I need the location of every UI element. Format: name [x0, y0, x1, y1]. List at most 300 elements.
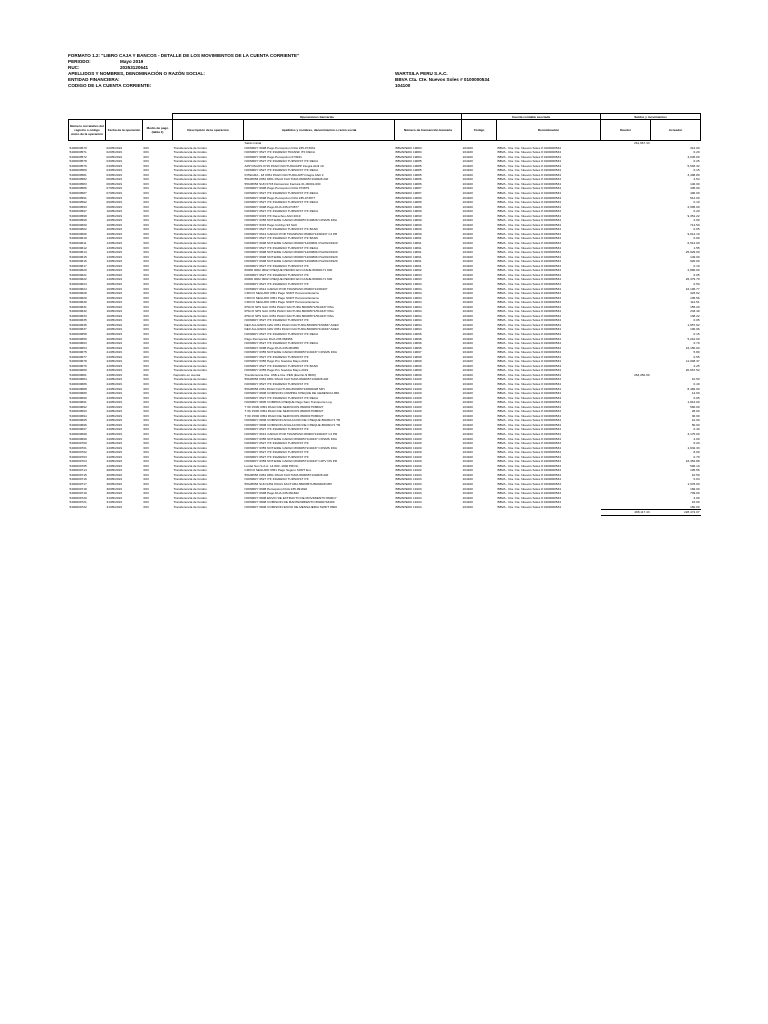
cell-codigo: 104100: [462, 195, 473, 200]
cell-codigo: 104100: [462, 222, 473, 227]
cell-denominacion: BBVA - Cta. Cte. Nuevos Soles # 0100000534: [497, 409, 561, 414]
cell-transaccion: BBVAPERU 19085: [395, 172, 422, 177]
cell-codigo: 104100: [462, 454, 473, 459]
cell-fecha: 13/05/2019: [106, 250, 122, 255]
cell-medio-pago: 003: [143, 436, 149, 441]
cell-codigo: 104100: [462, 150, 473, 155]
cell-descripcion: Transferencia de fondos: [173, 227, 207, 232]
cell-acreedor: 10.50: [691, 472, 700, 477]
cell-codigo: 104100: [462, 491, 473, 496]
cell-razon-social: INTEGRA - 18 0351 PAGO FACTURA APP Integra Abril 2: [244, 172, 324, 177]
cell-fecha: 10/05/2019: [106, 218, 122, 223]
cell-codigo: 104100: [462, 372, 473, 377]
cell-descripcion: Transferencia de fondos: [173, 445, 207, 450]
cell-transaccion: BBVAPERU 19096: [395, 336, 422, 341]
cell-descripcion: Transferencia de fondos: [173, 154, 207, 159]
cell-denominacion: BBVA - Cta. Cte. Nuevos Soles # 0100000534: [497, 413, 561, 418]
cell-razon-social: 55108653 0351 PAGO FACTURA 86000571/8000028 MPI: [244, 386, 325, 391]
cell-acreedor: 15.00: [691, 500, 700, 505]
cell-correlativo: 5400000581: [69, 172, 87, 177]
cell-fecha: 02/05/2019: [106, 145, 122, 150]
cell-transaccion: BBVAPERU 19100: [395, 386, 422, 391]
cell-razon-social: NOWRRY 0527 ITF INGRESO TURSIOST ITF: [244, 272, 309, 277]
cell-descripcion: Transferencia de fondos: [173, 286, 207, 291]
cell-codigo: 104100: [462, 432, 473, 436]
cell-medio-pago: 003: [143, 281, 149, 286]
cell-fecha: 16/05/2019: [106, 309, 122, 314]
cell-descripcion: Transferencia de fondos: [173, 422, 207, 427]
cell-codigo: 104100: [462, 486, 473, 491]
cell-correlativo: 5400000600: [69, 222, 87, 227]
cell-razon-social: NOWRRY 0527 ITF INGRESO TURSIOST ITF: [244, 441, 309, 446]
cell-descripcion: Transferencia de fondos: [173, 427, 207, 432]
cell-razon-social: CIFICO SEGURO 0351 Pago SORT Personal Externo: [244, 300, 320, 305]
cell-transaccion: BBVAPERU 19100: [395, 409, 422, 414]
cell-acreedor: 0.20: [693, 209, 700, 214]
cell-medio-pago: 003: [143, 468, 149, 473]
cell-acreedor: 112.51: [690, 300, 700, 305]
cell-denominacion: BBVA - Cta. Cte. Nuevos Soles # 0100000534: [497, 450, 561, 455]
cell-correlativo: 5400000611: [69, 241, 87, 246]
cell-transaccion: BBVAPERU 19100: [395, 463, 422, 468]
cell-medio-pago: 003: [143, 172, 149, 177]
col-acreedor: Acreedor: [651, 120, 701, 141]
cell-codigo: 104100: [462, 322, 473, 327]
cell-descripcion: Transferencia de fondos: [173, 459, 207, 464]
cell-razon-social: 55108653 SUN 0351 PAGO FACTURA 86000571/8000028 MPI: [244, 482, 332, 487]
cell-acreedor: 2,800.00: [687, 268, 700, 273]
cell-transaccion: BBVAPERU 19100: [395, 404, 422, 409]
cell-descripcion: Transferencia de fondos: [173, 272, 207, 277]
cell-correlativo: 5400000722: [69, 505, 87, 509]
cell-transaccion: BBVAPERU 19099: [395, 372, 422, 377]
cell-descripcion: Transferencia de fondos: [173, 491, 207, 496]
cell-transaccion: BBVAPERU 19094: [395, 309, 422, 314]
cell-correlativo: 5400000583: [69, 181, 87, 186]
cell-fecha: 24/05/2019: [106, 445, 122, 450]
cell-medio-pago: 003: [143, 145, 149, 150]
cell-denominacion: BBVA - Cta. Cte. Nuevos Soles # 0100000534: [497, 268, 561, 273]
cell-transaccion: BBVAPERU 19087: [395, 191, 422, 196]
group-cuenta: Cuenta contable asociada: [462, 114, 601, 120]
cell-descripcion: Transferencia de fondos: [173, 418, 207, 423]
cell-razon-social: NOWRRY 0355 NOT.E/DE CARGO 86000571/40437 COSMS FRA: [244, 350, 337, 355]
cell-correlativo: 5400000700: [69, 441, 87, 446]
cell-razon-social: NOWRRY 0527 ITF INGRESO TURSIOST ITF BANC: [244, 236, 319, 241]
cell-correlativo: 5400000703: [69, 454, 87, 459]
cell-correlativo: 5400000679: [69, 363, 87, 368]
cell-fecha: 14/05/2019: [106, 277, 122, 282]
cell-denominacion: BBVA - Cta. Cte. Nuevos Soles # 0100000534: [497, 209, 561, 214]
cell-transaccion: BBVAPERU 19089: [395, 200, 422, 205]
cell-descripcion: Transferencia de fondos: [173, 386, 207, 391]
cell-razon-social: NOWRRY 0527 ITF INGRESO TURSIOST ITF RECA: [244, 168, 319, 173]
cell-razon-social: NOWRRY 0998 NOT.E/DE CARGO 86000714/00806 PG2013/1920: [244, 259, 338, 264]
cell-correlativo: 5400000570: [69, 145, 87, 150]
cell-medio-pago: 003: [143, 191, 149, 196]
report-header: [68, 53, 700, 105]
cell-fecha: 16/05/2019: [106, 313, 122, 318]
cell-denominacion: BBVA - Cta. Cte. Nuevos Soles # 0100000534: [497, 441, 561, 446]
cell-transaccion: BBVAPERU 19100: [395, 441, 422, 446]
cell-descripcion: Transferencia de fondos: [173, 295, 207, 300]
cell-denominacion: BBVA - Cta. Cte. Nuevos Soles # 0100000534: [497, 482, 561, 487]
cell-denominacion: BBVA - Cta. Cte. Nuevos Soles # 0100000534: [497, 377, 561, 382]
movements-table: [68, 113, 701, 516]
cell-denominacion: BBVA - Cta. Cte. Nuevos Soles # 0100000534: [497, 472, 561, 477]
cell-razon-social: Transferencia Cta. US$ a Cta. PEN (Escrito $ 3606): [244, 372, 316, 377]
cell-descripcion: Transferencia de fondos: [173, 259, 207, 264]
cell-descripcion: Transferencia de fondos: [173, 327, 207, 332]
cell-acreedor: 0.15: [693, 168, 700, 173]
cell-fecha: 24/05/2019: [106, 454, 122, 459]
cell-acreedor: 5,503.32: [687, 163, 700, 168]
cell-acreedor: 5,210.00: [687, 336, 700, 341]
cell-descripcion: Transferencia de fondos: [173, 359, 207, 364]
cell-correlativo: 5400000597: [69, 209, 87, 214]
cell-transaccion: BBVAPERU 19090: [395, 213, 422, 218]
cell-acreedor: 2.00: [693, 218, 700, 223]
cell-fecha: 10/05/2019: [106, 231, 122, 236]
cell-codigo: 104100: [462, 418, 473, 423]
cell-codigo: 104100: [462, 250, 473, 255]
cell-descripcion: Transferencia de fondos: [173, 245, 207, 250]
cell-denominacion: BBVA - Cta. Cte. Nuevos Soles # 0100000534: [497, 241, 561, 246]
cell-correlativo: 5400000689: [69, 391, 87, 396]
cell-codigo: 104100: [462, 472, 473, 477]
cell-correlativo: 5400000694: [69, 413, 87, 418]
cell-correlativo: 5400000686: [69, 381, 87, 386]
cell-correlativo: 5400000636: [69, 322, 87, 327]
cell-fecha: 10/05/2019: [106, 209, 122, 214]
cell-denominacion: BBVA - Cta. Cte. Nuevos Soles # 0100000534: [497, 341, 561, 346]
cell-acreedor: 2.54: [693, 177, 700, 182]
cell-acreedor: 0.79: [693, 454, 700, 459]
cell-denominacion: BBVA - Cta. Cte. Nuevos Soles # 0100000534: [497, 163, 561, 168]
cell-medio-pago: 003: [143, 454, 149, 459]
cell-transaccion: BBVAPERU 19091: [395, 245, 422, 250]
cell-denominacion: BBVA - Cta. Cte. Nuevos Soles # 0100000534: [497, 145, 561, 150]
cell-denominacion: BBVA - Cta. Cte. Nuevos Soles # 0100000534: [497, 245, 561, 250]
razon-value: WARTSILA PERU S.A.C.: [395, 71, 448, 76]
cell-fecha: 16/05/2019: [106, 304, 122, 309]
cell-transaccion: BBVAPERU 19091: [395, 236, 422, 241]
cell-fecha: 23/05/2019: [106, 363, 122, 368]
cell-razon-social: NOWRRY 0355 Pago Pro Sueldos Mayo 2019: [244, 359, 309, 364]
cell-acreedor: 160.00: [690, 504, 700, 509]
cell-codigo: 104100: [462, 286, 473, 291]
cell-medio-pago: 003: [143, 159, 149, 164]
cell-correlativo: 5400000616: [69, 259, 87, 264]
cell-descripcion: Transferencia de fondos: [173, 268, 207, 273]
cell-transaccion: BBVAPERU 19092: [395, 268, 422, 273]
cell-medio-pago: 003: [143, 254, 149, 259]
cell-razon-social: NOWRRY 0355 NOT.E/DE CARGO 86000571/40437 CJPV ON PR: [244, 459, 338, 464]
razon-label: APELLIDOS Y NOMBRES, DENOMINACIÓN O RAZÓN SOCIAL:: [68, 71, 205, 76]
cell-razon-social: NOWRRY 0527 ITF INGRESO TURSIOST ITF RECA: [244, 331, 319, 336]
cell-razon-social: APP PAGOS 0715 PAGO FACTURA/APP Integra Abril 19: [244, 163, 324, 168]
cell-codigo: 104100: [462, 404, 473, 409]
cell-transaccion: BBVAPERU 19091: [395, 263, 422, 268]
cell-denominacion: BBVA - Cta. Cte. Nuevos Soles # 0100000534: [497, 322, 561, 327]
cell-fecha: 24/05/2019: [106, 463, 122, 468]
col-descripcion: Descripción de la operación: [173, 120, 244, 141]
cell-acreedor: 0.05: [693, 318, 700, 323]
cell-medio-pago: 003: [143, 213, 149, 218]
cell-medio-pago: 003: [143, 209, 149, 214]
cell-medio-pago: 003: [143, 336, 149, 341]
cell-fecha: 20/05/2019: [106, 336, 122, 341]
cell-razon-social: DEX ALLIANKS NAV 0351 PAGO FACTURA 86000571/09837 ADEX: [244, 322, 339, 327]
col-correlativo: Número correlativo del registro o código único de la operación: [69, 120, 106, 141]
cell-medio-pago: 003: [143, 350, 149, 355]
cell-transaccion: BBVAPERU 19091: [395, 254, 422, 259]
cell-fecha: 16/05/2019: [106, 300, 122, 305]
cell-acreedor: 1,812.00: [687, 400, 700, 405]
entidad-value: BBVA Cta. Cte. Nuevos Soles # 0100000534: [395, 77, 490, 82]
cell-razon-social: 55108653 SUN 0715 Detraccion Factura 01-00001-000: [244, 181, 321, 186]
cell-denominacion: BBVA - Cta. Cte. Nuevos Soles # 0100000534: [497, 468, 561, 473]
cell-codigo: 104100: [462, 468, 473, 473]
cell-codigo: 104100: [462, 350, 473, 355]
cell-descripcion: Transferencia de fondos: [173, 363, 207, 368]
cell-denominacion: BBVA - Cta. Cte. Nuevos Soles # 0100000534: [497, 195, 561, 200]
col-transaccion: Número de transacción bancaria: [395, 120, 462, 141]
cell-descripcion: Transferencia de fondos: [173, 413, 207, 418]
cell-denominacion: BBVA - Cta. Cte. Nuevos Soles # 0100000534: [497, 354, 561, 359]
cell-codigo: 104100: [462, 318, 473, 323]
cell-acreedor: 9,351.22: [687, 213, 700, 218]
cell-medio-pago: 003: [143, 381, 149, 386]
cell-codigo: 104100: [462, 300, 473, 305]
cell-descripcion: Transferencia de fondos: [173, 291, 207, 296]
cell-descripcion: Transferencia de fondos: [173, 505, 207, 509]
cell-fecha: 16/05/2019: [106, 291, 122, 296]
cell-acreedor: 11,008.37: [686, 359, 700, 364]
cell-transaccion: BBVAPERU 19094: [395, 322, 422, 327]
cell-razon-social: NOWRRY 0355 NOT.E/DE CARGO 86000571/40828 COSMS FRA: [244, 218, 337, 223]
cell-correlativo: 5400000633: [69, 313, 87, 318]
cell-correlativo: 5400000702: [69, 450, 87, 455]
cell-codigo: 104100: [462, 377, 473, 382]
cell-fecha: 23/05/2019: [106, 368, 122, 373]
cell-denominacion: BBVA - Cta. Cte. Nuevos Soles # 0100000534: [497, 427, 561, 432]
cell-medio-pago: 003: [143, 218, 149, 223]
cell-codigo: 104100: [462, 154, 473, 159]
cell-denominacion: BBVA - Cta. Cte. Nuevos Soles # 0100000534: [497, 505, 561, 509]
cell-correlativo: 5400000695: [69, 418, 87, 423]
cell-fecha: 28/05/2019: [106, 468, 122, 473]
cell-codigo: 104100: [462, 331, 473, 336]
cell-transaccion: BBVAPERU 19085: [395, 168, 422, 173]
cell-codigo: 104100: [462, 263, 473, 268]
cell-codigo: 104100: [462, 172, 473, 177]
cell-razon-social: NOWRRY 0355 NOT.E/DE CARGO 86000571/40437 COSMS FRA: [244, 436, 337, 441]
cell-fecha: 07/05/2019: [106, 186, 122, 191]
cell-fecha: 31/05/2019: [106, 495, 122, 500]
cell-medio-pago: 001: [143, 372, 149, 377]
cell-denominacion: BBVA - Cta. Cte. Nuevos Soles # 0100000534: [497, 395, 561, 400]
cell-correlativo: 5400000606: [69, 231, 87, 236]
cell-acreedor: 155.29: [690, 304, 700, 309]
cell-correlativo: 5400000580: [69, 168, 87, 173]
cell-denominacion: BBVA - Cta. Cte. Nuevos Soles # 0100000534: [497, 318, 561, 323]
periodo-label: PERIODO:: [68, 59, 91, 64]
col-razon-social: Apellidos y nombres, denominación o razón social: [244, 120, 395, 141]
cell-codigo: 104100: [462, 236, 473, 241]
cell-fecha: 09/05/2019: [106, 195, 122, 200]
cell-razon-social: NOWRRY 0355 Pago Pro Sueldos Mayo 2019: [244, 368, 309, 373]
cell-denominacion: BBVA - Cta. Cte. Nuevos Soles # 0100000534: [497, 259, 561, 264]
cell-razon-social: T 00 15/00 0354 PAGO DE SERVICIOS 86000175/86027: [244, 404, 324, 409]
cell-codigo: 104100: [462, 500, 473, 505]
cell-razon-social: NOWRRY 0998 NOT.E/DE CARGO 86000714/00801 PG2013/1920: [244, 241, 338, 246]
cell-correlativo: 5400000624: [69, 286, 87, 291]
cell-transaccion: BBVAPERU 19100: [395, 432, 422, 436]
cell-acreedor: 8,482.00: [687, 386, 700, 391]
cell-acreedor: 50.00: [691, 422, 700, 427]
cell-acreedor: 149.00: [690, 254, 700, 259]
cell-transaccion: BBVAPERU 19093: [395, 277, 422, 282]
cell-acreedor: 138.22: [690, 313, 700, 318]
cell-transaccion: BBVAPERU 19084: [395, 150, 422, 155]
cell-fecha: 13/05/2019: [106, 241, 122, 246]
cell-correlativo: 5400000663: [69, 341, 87, 346]
cell-acreedor: 2.25: [693, 363, 700, 368]
cell-denominacion: BBVA - Cta. Cte. Nuevos Soles # 0100000534: [497, 213, 561, 218]
cell-codigo: 104100: [462, 482, 473, 487]
periodo-value: Mayo 2019: [120, 59, 144, 64]
cell-acreedor: 28.00: [691, 409, 700, 414]
cell-codigo: 104100: [462, 145, 473, 150]
cell-medio-pago: 003: [143, 450, 149, 455]
cell-transaccion: BBVAPERU 19089: [395, 204, 422, 209]
cell-transaccion: BBVAPERU 19100: [395, 422, 422, 427]
cell-codigo: 104100: [462, 291, 473, 296]
cell-codigo: 104100: [462, 345, 473, 350]
cell-acreedor: 590.00: [690, 404, 700, 409]
cell-medio-pago: 003: [143, 491, 149, 496]
cell-acreedor: 16,452.88: [685, 459, 700, 464]
cell-fecha: 24/05/2019: [106, 404, 122, 409]
cell-razon-social: T 00 15/00 0354 PAGO DE SERVICIOS 86000175/86027: [244, 413, 324, 418]
cell-denominacion: BBVA - Cta. Cte. Nuevos Soles # 0100000534: [497, 391, 561, 396]
cell-medio-pago: 003: [143, 418, 149, 423]
cell-correlativo: 5400000571: [69, 150, 87, 155]
cell-codigo: 104100: [462, 304, 473, 309]
cell-descripcion: Transferencia de fondos: [173, 263, 207, 268]
cell-razon-social: NOWRRY 0527 ITF INGRESO TURSIOST ITF BANC: [244, 363, 319, 368]
cell-medio-pago: 003: [143, 441, 149, 446]
cell-razon-social: NOWRRY 0527 ITF INGRESO TURSIOST ITF RECA: [244, 159, 319, 164]
cell-codigo: 104100: [462, 168, 473, 173]
cell-fecha: 24/05/2019: [106, 450, 122, 455]
cell-denominacion: BBVA - Cta. Cte. Nuevos Soles # 0100000534: [497, 150, 561, 155]
cell-codigo: 104100: [462, 505, 473, 509]
cell-medio-pago: 003: [143, 241, 149, 246]
cell-medio-pago: 003: [143, 345, 149, 350]
cell-razon-social: 55108653 0354 0351 PAGO FACTURA 86000571/40828 AIR: [244, 177, 329, 182]
cell-transaccion: BBVAPERU 19102: [395, 468, 422, 473]
cell-denominacion: BBVA - Cta. Cte. Nuevos Soles # 0100000534: [497, 359, 561, 364]
cell-descripcion: Transferencia de fondos: [173, 159, 207, 164]
cell-acreedor: 596.10: [690, 463, 700, 468]
cell-denominacion: BBVA - Cta. Cte. Nuevos Soles # 0100000534: [497, 381, 561, 386]
cell-transaccion: BBVAPERU 19100: [395, 381, 422, 386]
cell-descripcion: Transferencia de fondos: [173, 322, 207, 327]
cell-codigo: 104100: [462, 272, 473, 277]
cell-transaccion: BBVAPERU 19100: [395, 418, 422, 423]
cell-codigo: 104100: [462, 209, 473, 214]
cell-acreedor: 105.56: [690, 468, 700, 473]
cell-medio-pago: 003: [143, 427, 149, 432]
cell-medio-pago: 003: [143, 505, 149, 509]
group-operaciones: Operaciones bancarias: [173, 114, 462, 120]
cell-transaccion: BBVAPERU 19100: [395, 427, 422, 432]
cell-correlativo: 5400000612: [69, 245, 87, 250]
cell-medio-pago: 003: [143, 313, 149, 318]
ruc-value: 20253120641: [120, 65, 149, 70]
cell-transaccion: BBVAPERU 19100: [395, 459, 422, 464]
cell-codigo: 104100: [462, 177, 473, 182]
cell-transaccion: BBVAPERU 19094: [395, 291, 422, 296]
cell-transaccion: BBVAPERU 19090: [395, 227, 422, 232]
cell-transaccion: BBVAPERU 19100: [395, 377, 422, 382]
cell-denominacion: BBVA - Cta. Cte. Nuevos Soles # 0100000534: [497, 463, 561, 468]
cell-razon-social: NOWRRY 0527 ITF INGRESO TURSIOST ITF: [244, 427, 309, 432]
cell-medio-pago: 003: [143, 318, 149, 323]
cell-correlativo: 5400000691: [69, 400, 87, 405]
cell-descripcion: Transferencia de fondos: [173, 163, 207, 168]
total-deudor: 488,117.43: [601, 510, 651, 516]
cell-medio-pago: 003: [143, 286, 149, 291]
cell-denominacion: BBVA - Cta. Cte. Nuevos Soles # 0100000534: [497, 291, 561, 296]
cell-denominacion: BBVA - Cta. Cte. Nuevos Soles # 0100000534: [497, 272, 561, 277]
cell-acreedor: 0.55: [693, 354, 700, 359]
cell-razon-social: NOWRRY 0612 CARGO POR TRASPASO 86000714/00437: [244, 286, 328, 291]
cell-descripcion: Transferencia de fondos: [173, 341, 207, 346]
cell-fecha: 10/05/2019: [106, 227, 122, 232]
cell-denominacion: BBVA - Cta. Cte. Nuevos Soles # 0100000534: [497, 436, 561, 441]
cell-medio-pago: 003: [143, 445, 149, 450]
cell-razon-social: IPSCO SPS SAC 0351 PAGO FACTURA 86000571/510437 PAG: [244, 313, 334, 318]
cell-descripcion: Transferencia de fondos: [173, 395, 207, 400]
cell-medio-pago: 003: [143, 368, 149, 373]
cell-transaccion: BBVAPERU 19085: [395, 159, 422, 164]
cell-razon-social: Pago Percepcion DUA 235 084956: [244, 336, 293, 341]
col-denominacion: Denominación: [497, 120, 601, 141]
cell-transaccion: BBVAPERU 19104: [395, 505, 422, 509]
cell-denominacion: BBVA - Cta. Cte. Nuevos Soles # 0100000534: [497, 313, 561, 318]
cell-descripcion: Transferencia de fondos: [173, 441, 207, 446]
cell-transaccion: BBVAPERU 19084: [395, 154, 422, 159]
cell-transaccion: BBVAPERU 19090: [395, 209, 422, 214]
cell-medio-pago: 003: [143, 150, 149, 155]
cell-denominacion: BBVA - Cta. Cte. Nuevos Soles # 0100000534: [497, 227, 561, 232]
cell-fecha: 30/05/2019: [106, 472, 122, 477]
cell-descripcion: Transferencia de fondos: [173, 181, 207, 186]
cell-codigo: 104100: [462, 436, 473, 441]
cell-acreedor: 2,995.00: [687, 204, 700, 209]
cell-transaccion: BBVAPERU 19103: [395, 491, 422, 496]
cell-razon-social: NOWRRY 0808 COMISION ANULACION DE CHEQUE 86000171 TR: [244, 422, 341, 427]
cell-denominacion: BBVA - Cta. Cte. Nuevos Soles # 0100000534: [497, 495, 561, 500]
cell-denominacion: BBVA - Cta. Cte. Nuevos Soles # 0100000534: [497, 309, 561, 314]
cell-transaccion: BBVAPERU 19100: [395, 436, 422, 441]
cell-descripcion: Transferencia de fondos: [173, 172, 207, 177]
cell-codigo: 104100: [462, 191, 473, 196]
cell-fecha: 20/05/2019: [106, 331, 122, 336]
